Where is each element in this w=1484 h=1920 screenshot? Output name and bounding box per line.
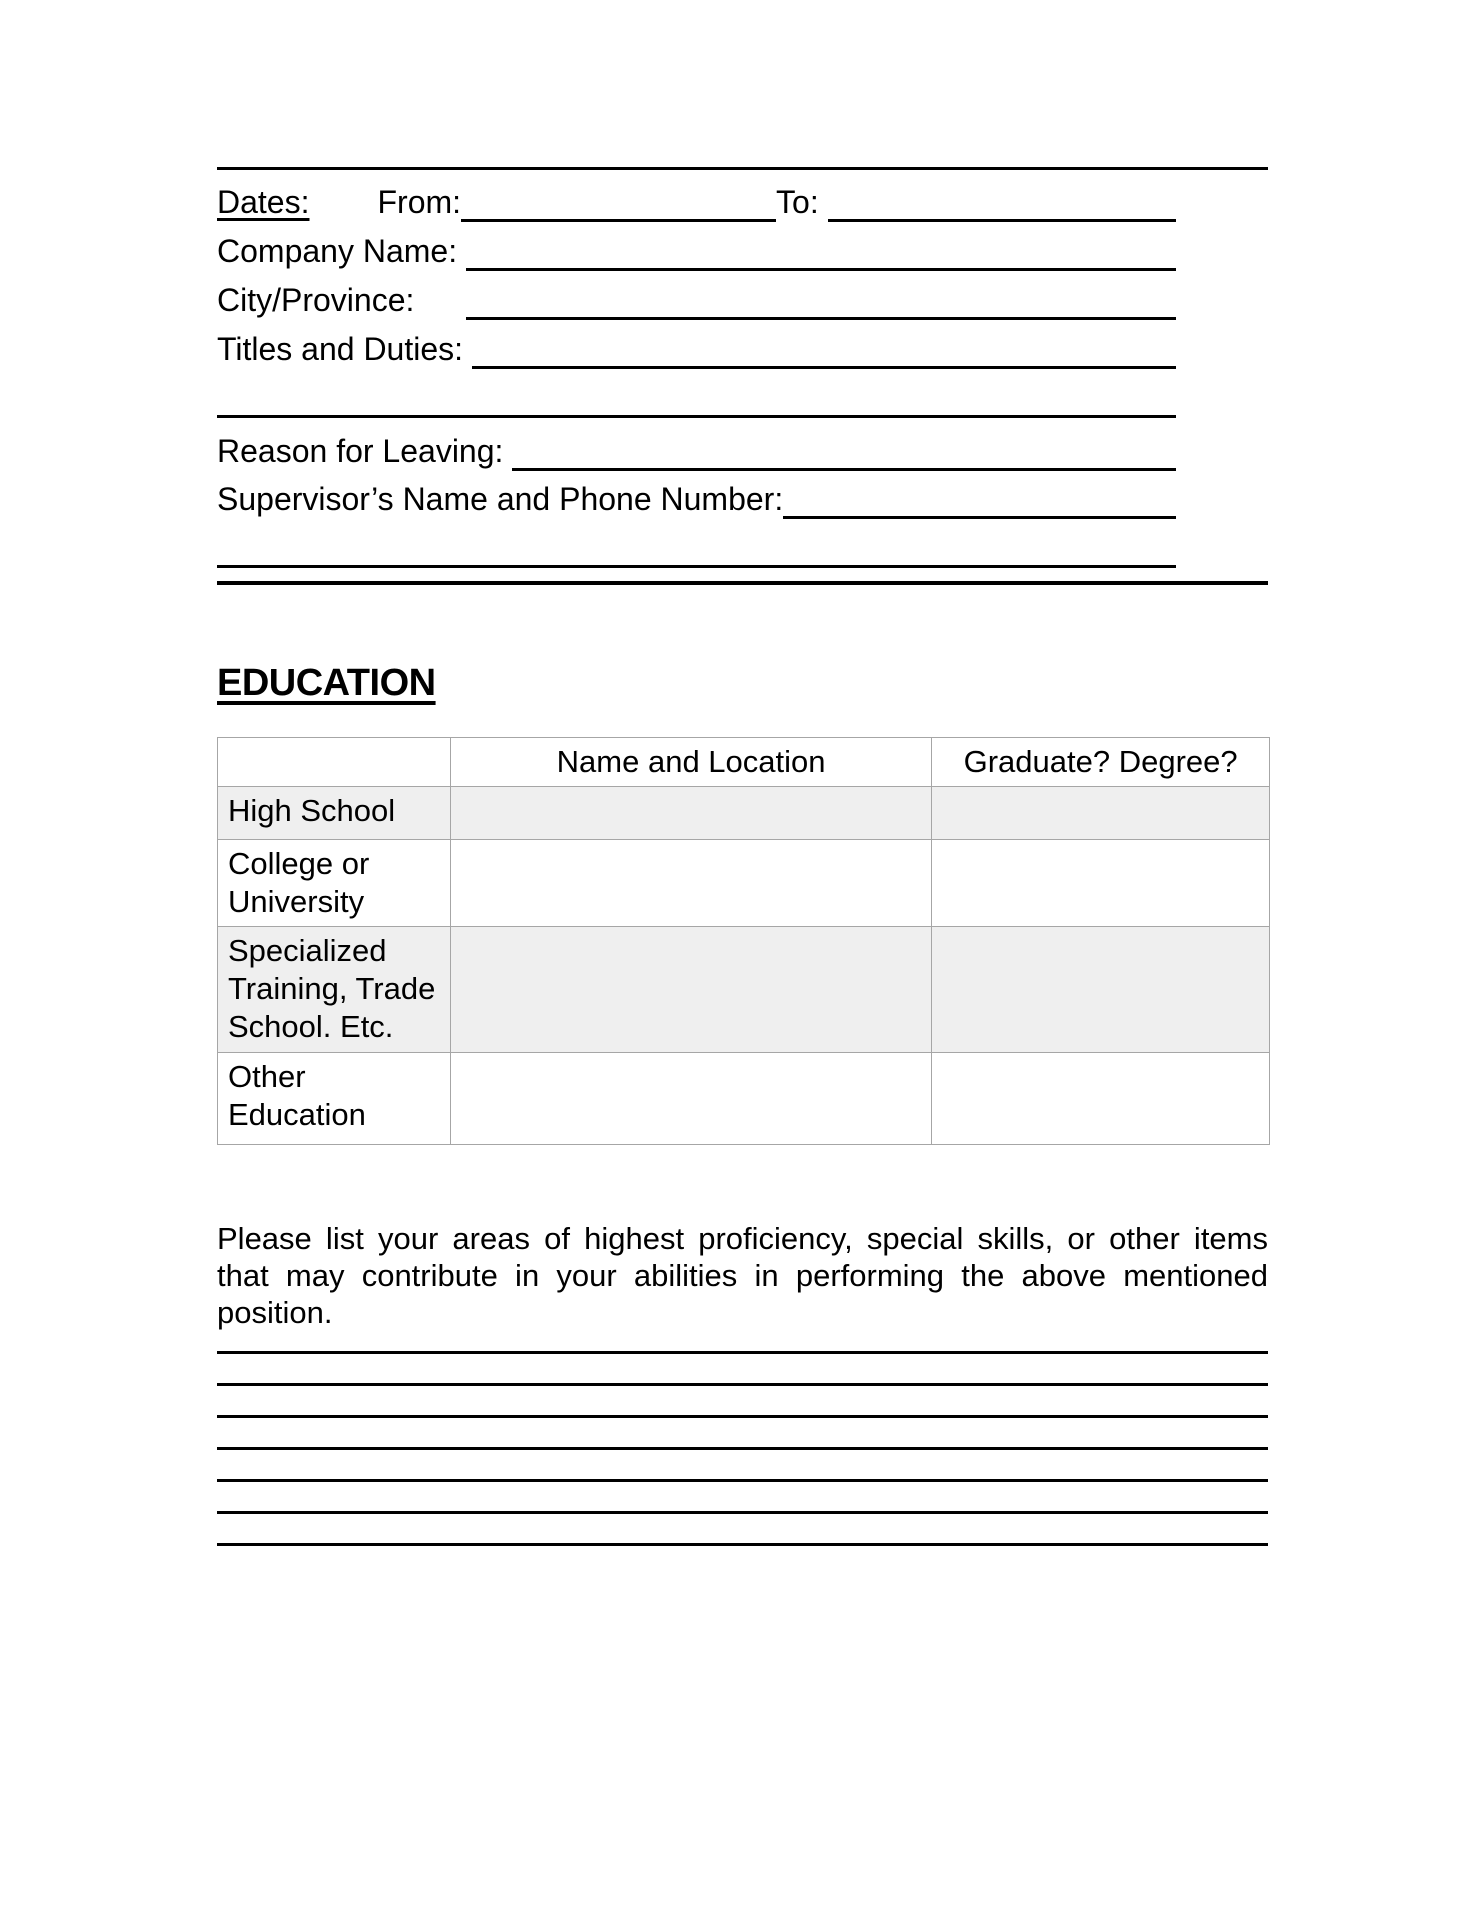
supervisor-continuation-line[interactable]	[217, 565, 1176, 568]
answer-line[interactable]	[217, 1450, 1268, 1482]
entry-bottom-divider	[217, 581, 1268, 585]
skills-prompt-line: that may contribute in your abilities in performing the above mentioned	[217, 1258, 1268, 1293]
reason-leaving-row	[217, 431, 1176, 471]
education-cell-graduate-degree[interactable]	[932, 787, 1270, 840]
to-label: To:	[776, 184, 828, 220]
answer-line[interactable]	[217, 1482, 1268, 1514]
supervisor-field[interactable]	[783, 482, 1176, 519]
titles-duties-label: Titles and Duties:	[217, 331, 472, 367]
titles-duties-row	[217, 329, 1176, 369]
education-header-row	[218, 738, 1270, 787]
company-name-label: Company Name:	[217, 233, 466, 269]
city-province-label: City/Province:	[217, 282, 415, 318]
supervisor-label: Supervisor’s Name and Phone Number:	[217, 481, 784, 517]
education-cell-name-location[interactable]	[450, 1053, 931, 1145]
education-row-high-school	[218, 787, 1270, 840]
education-header-graduate-degree: Graduate? Degree?	[932, 738, 1270, 787]
answer-line[interactable]	[217, 1418, 1268, 1450]
education-cell-name-location[interactable]	[450, 840, 931, 927]
from-label: From:	[377, 184, 462, 220]
education-row-specialized-training	[218, 927, 1270, 1053]
education-cell-graduate-degree[interactable]	[932, 927, 1270, 1053]
company-name-field[interactable]	[466, 234, 1176, 271]
education-heading: EDUCATION	[217, 662, 436, 704]
supervisor-row	[217, 479, 1176, 519]
education-cell-graduate-degree[interactable]	[932, 1053, 1270, 1145]
education-row-label: High School	[218, 787, 451, 840]
education-row-label: Specialized Training, Trade School. Etc.	[218, 927, 451, 1053]
skills-prompt-line: Please list your areas of highest proficiency, special skills, or other items	[217, 1221, 1268, 1256]
answer-line[interactable]	[217, 1322, 1268, 1354]
company-name-row	[217, 231, 1176, 271]
education-cell-name-location[interactable]	[450, 927, 931, 1053]
from-date-field[interactable]	[461, 185, 776, 222]
answer-line[interactable]	[217, 1514, 1268, 1546]
dates-row	[217, 182, 1176, 222]
education-header-empty	[218, 738, 451, 787]
to-date-field[interactable]	[828, 185, 1176, 222]
education-row-other-education	[218, 1053, 1270, 1145]
dates-label: Dates:	[217, 184, 310, 220]
skills-answer-area	[217, 1322, 1268, 1546]
reason-leaving-field[interactable]	[512, 434, 1176, 471]
education-table	[217, 737, 1270, 1145]
skills-prompt-line: position.	[217, 1295, 333, 1330]
education-row-label: College or University	[218, 840, 451, 927]
top-section-divider	[217, 167, 1268, 170]
titles-duties-field[interactable]	[472, 332, 1176, 369]
education-header-name-location: Name and Location	[450, 738, 931, 787]
answer-line[interactable]	[217, 1386, 1268, 1418]
city-province-field[interactable]	[466, 283, 1176, 320]
city-province-row	[217, 280, 1176, 320]
education-row-college-university	[218, 840, 1270, 927]
answer-line[interactable]	[217, 1354, 1268, 1386]
titles-duties-continuation-line[interactable]	[217, 415, 1176, 418]
education-row-label: Other Education	[218, 1053, 451, 1145]
reason-leaving-label: Reason for Leaving:	[217, 433, 513, 469]
education-cell-name-location[interactable]	[450, 787, 931, 840]
skills-prompt	[217, 1220, 1268, 1331]
education-cell-graduate-degree[interactable]	[932, 840, 1270, 927]
